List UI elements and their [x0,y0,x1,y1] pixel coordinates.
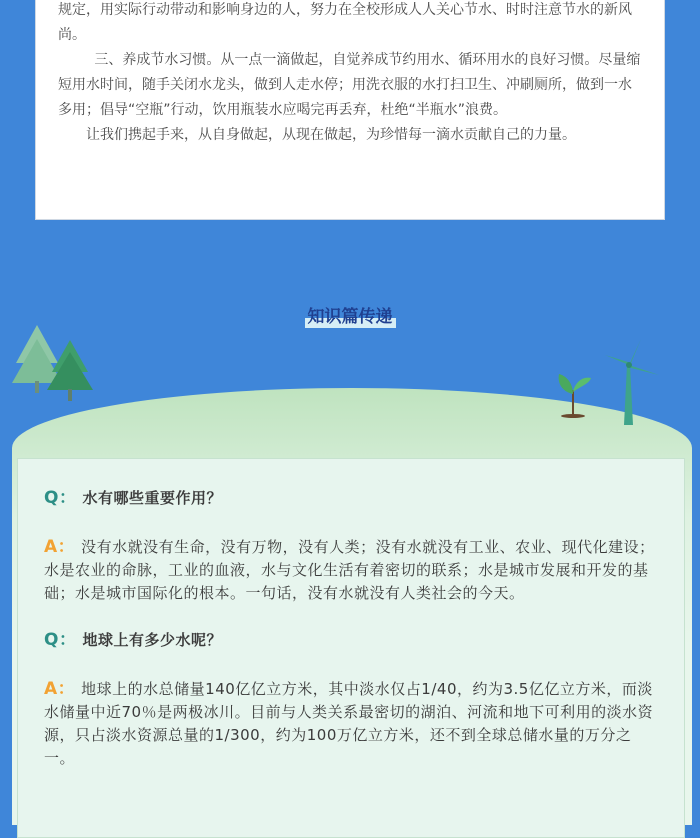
a-mark: A： [44,537,76,557]
answer-text: 地球上的水总储量140亿亿立方米，其中淡水仅占1/40，约为3.5亿亿立方米，而淡水储量中近70％是两极冰川。目前与人类关系最密切的湖泊、河流和地下可利用的淡水资源，只占淡水资源总量的1/300，约为100万亿立方米，还不到全球总储水量的万分之一。 [44,680,654,767]
qa-box [17,458,685,838]
question-1 [44,487,658,510]
a-mark: A： [44,679,76,699]
paragraph-closing: 让我们携起手来，从自身做起，从现在做起，为珍惜每一滴水贡献自己的力量。 [86,127,576,143]
answer-1 [44,536,658,605]
wind-turbine-icon [597,335,663,427]
section-title [0,306,700,328]
top-text-card [35,0,665,220]
answer-text: 没有水就没有生命，没有万物，没有人类；没有水就没有工业、农业、现代化建设；水是农业的命脉，工业的血液，水与文化生活有着密切的联系；水是城市发展和开发的基础；水是城市国际化的根本。一句话，没有水就没有人类社会的今天。 [44,538,655,602]
pine-tree-icon [46,340,94,402]
q-mark: Q： [44,630,77,650]
question-text: 水有哪些重要作用？ [82,489,222,507]
q-mark: Q： [44,488,77,508]
sprout-icon [553,368,593,418]
section-title-text: 知识篇传递 [305,306,396,328]
question-text: 地球上有多少水呢？ [82,631,222,649]
paragraph-habit: 三、养成节水习惯。从一点一滴做起，自觉养成节约用水、循环用水的良好习惯。尽量缩短用水时间，随手关闭水龙头，做到人走水停；用洗衣服的水打扫卫生、冲刷厕所，做到一水多用；倡导“空瓶”行动，饮用瓶装水应喝完再丢弃，杜绝“半瓶水”浪费。 [58,52,641,118]
paragraph-tail: 规定，用实际行动带动和影响身边的人，努力在全校形成人人关心节水、时时注意节水的新风尚。 [58,2,632,43]
answer-2 [44,678,658,770]
question-2 [44,629,658,652]
